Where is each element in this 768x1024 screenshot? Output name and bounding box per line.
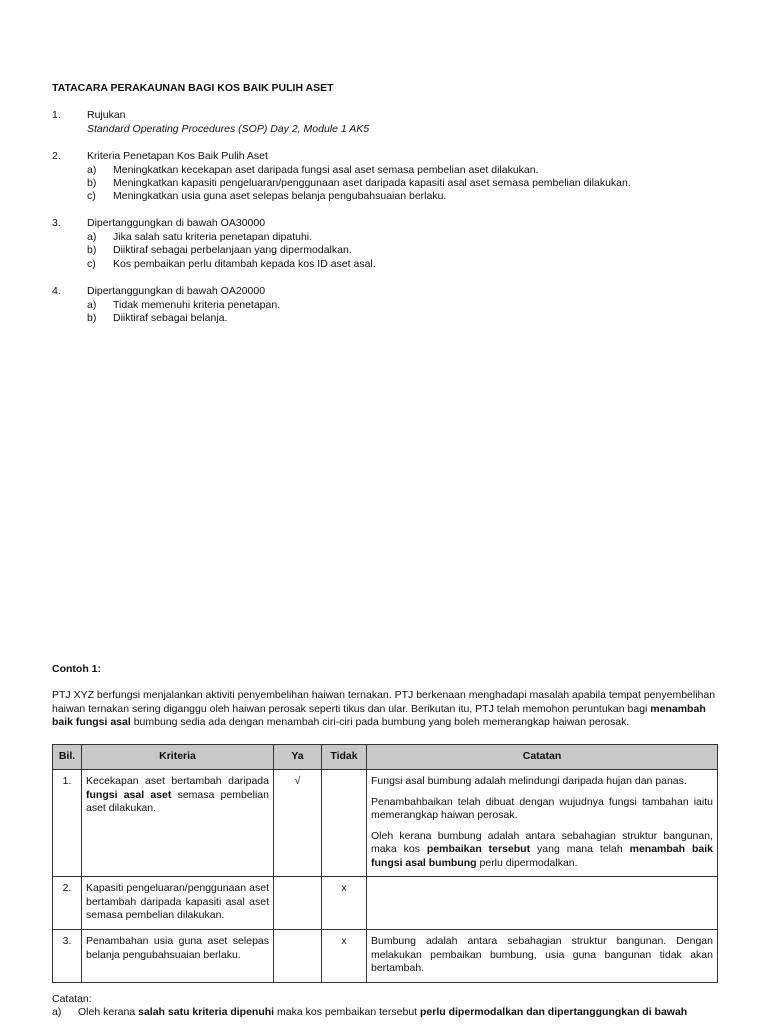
section-heading: Dipertanggungkan di bawah OA20000	[87, 285, 266, 297]
cell-bold-text: pembaikan tersebut	[426, 843, 531, 855]
column-header-tidak: Tidak	[322, 745, 367, 770]
paragraph-bold-text: menambah baik fungsi asal	[52, 702, 706, 728]
cell-bold-text: menambah baik fungsi asal bumbung	[371, 843, 713, 869]
cell-text: perlu dipermodalkan.	[476, 856, 578, 869]
note-bold-text: salah satu kriteria dipenuhi	[138, 1006, 275, 1018]
example-paragraph	[52, 689, 717, 730]
cell-text: Kecekapan aset bertambah daripada	[86, 775, 269, 787]
item-text: Jika salah satu kriteria penetapan dipatuhi.	[113, 231, 313, 243]
cell-tidak: x	[322, 877, 367, 930]
note-text: maka kos pembaikan tersebut	[274, 1006, 421, 1018]
section-number: 3.	[52, 217, 61, 229]
section-number: 1.	[52, 109, 61, 121]
item-letter: a)	[87, 299, 97, 311]
section-number: 4.	[52, 285, 61, 297]
item-letter: a)	[52, 1006, 62, 1018]
cell-bil: 3.	[53, 930, 82, 983]
item-text: Meningkatkan usia guna aset selepas belanja pengubahsuaian berlaku.	[113, 190, 447, 202]
cell-catatan	[367, 770, 718, 877]
item-text: Tidak memenuhi kriteria penetapan.	[113, 299, 281, 311]
item-text: Diiktiraf sebagai belanja.	[113, 312, 228, 324]
cell-tidak	[322, 770, 367, 877]
section-heading: Kriteria Penetapan Kos Baik Pulih Aset	[87, 150, 268, 162]
cell-paragraph: Fungsi asal bumbung adalah melindungi daripada hujan dan panas.	[371, 775, 687, 787]
cell-ya	[274, 877, 322, 930]
table-row	[53, 770, 718, 877]
item-letter: b)	[87, 312, 97, 324]
cell-bil: 2.	[53, 877, 82, 930]
cell-kriteria: Penambahan usia guna aset selepas belanja pengubahsuaian berlaku.	[82, 930, 274, 983]
item-text: Diiktiraf sebagai perbelanjaan yang dipermodalkan.	[113, 244, 352, 256]
column-header-kriteria: Kriteria	[82, 745, 274, 770]
item-letter: a)	[87, 231, 97, 243]
document-title: TATACARA PERAKAUNAN BAGI KOS BAIK PULIH ASET	[52, 82, 334, 94]
column-header-bil: Bil.	[53, 745, 82, 770]
cell-text: yang mana telah	[530, 843, 630, 855]
section-heading: Rujukan	[87, 109, 126, 121]
cell-paragraph	[371, 830, 713, 871]
note-bold-text: perlu dipermodalkan dan dipertanggungkan di bawah	[420, 1006, 688, 1018]
cell-text: Oleh kerana bumbung adalah antara sebahagian struktur bangunan, maka kos	[371, 829, 713, 855]
note-text: Oleh kerana	[78, 1006, 139, 1018]
paragraph-text: PTJ XYZ berfungsi menjalankan aktiviti penyembelihan haiwan ternakan. PTJ berkenaan menghadapi masalah apabila tempat penyembelihan haiwan ternakan sering diganggu oleh haiwan perosak seperti tikus dan ular. Berikutan itu, PTJ telah memohon peruntukan bagi	[52, 689, 716, 715]
cell-kriteria	[82, 770, 274, 877]
item-letter: c)	[87, 190, 96, 202]
cell-catatan	[367, 877, 718, 930]
paragraph-text: bumbung sedia ada dengan menambah ciri-ciri pada bumbung yang boleh memerangkap haiwan perosak.	[130, 716, 630, 728]
item-text: Meningkatkan kecekapan aset daripada fungsi asal aset semasa pembelian aset dilakukan.	[113, 164, 539, 176]
section-heading: Dipertanggungkan di bawah OA30000	[87, 217, 266, 229]
column-header-ya: Ya	[274, 745, 322, 770]
notes-heading: Catatan:	[52, 993, 92, 1005]
example-heading: Contoh 1:	[52, 663, 101, 675]
cell-kriteria: Kapasiti pengeluaran/penggunaan aset bertambah daripada kapasiti asal aset semasa pembelian dilakukan.	[82, 877, 274, 930]
cell-ya	[274, 930, 322, 983]
item-letter: a)	[87, 164, 97, 176]
cell-catatan: Bumbung adalah antara sebahagian struktur bangunan. Dengan melakukan pembaikan bumbung, usia guna bangunan tidak akan bertambah.	[367, 930, 718, 983]
cell-tidak: x	[322, 930, 367, 983]
item-text	[78, 1006, 687, 1020]
cell-ya: √	[274, 770, 322, 877]
section-number: 2.	[52, 150, 61, 162]
column-header-catatan: Catatan	[367, 745, 718, 770]
item-text: Kos pembaikan perlu ditambah kepada kos ID aset asal.	[113, 258, 376, 270]
section-reference: Standard Operating Procedures (SOP) Day 2, Module 1 AK5	[87, 123, 370, 135]
table-row	[53, 877, 718, 930]
cell-text: semasa pembelian aset dilakukan.	[86, 788, 269, 814]
criteria-table	[52, 744, 718, 983]
table-header-row	[53, 745, 718, 770]
table-row	[53, 930, 718, 983]
item-letter: c)	[87, 258, 96, 270]
cell-bold-text: fungsi asal aset	[86, 788, 172, 801]
item-letter: b)	[87, 177, 97, 189]
cell-paragraph: Penambahbaikan telah dibuat dengan wujudnya fungsi tambahan iaitu memerangkap haiwan perosak.	[371, 795, 713, 821]
item-letter: b)	[87, 244, 97, 256]
cell-bil: 1.	[53, 770, 82, 877]
item-text: Meningkatkan kapasiti pengeluaran/penggunaan aset daripada kapasiti asal aset semasa pembelian dilakukan.	[113, 177, 631, 189]
